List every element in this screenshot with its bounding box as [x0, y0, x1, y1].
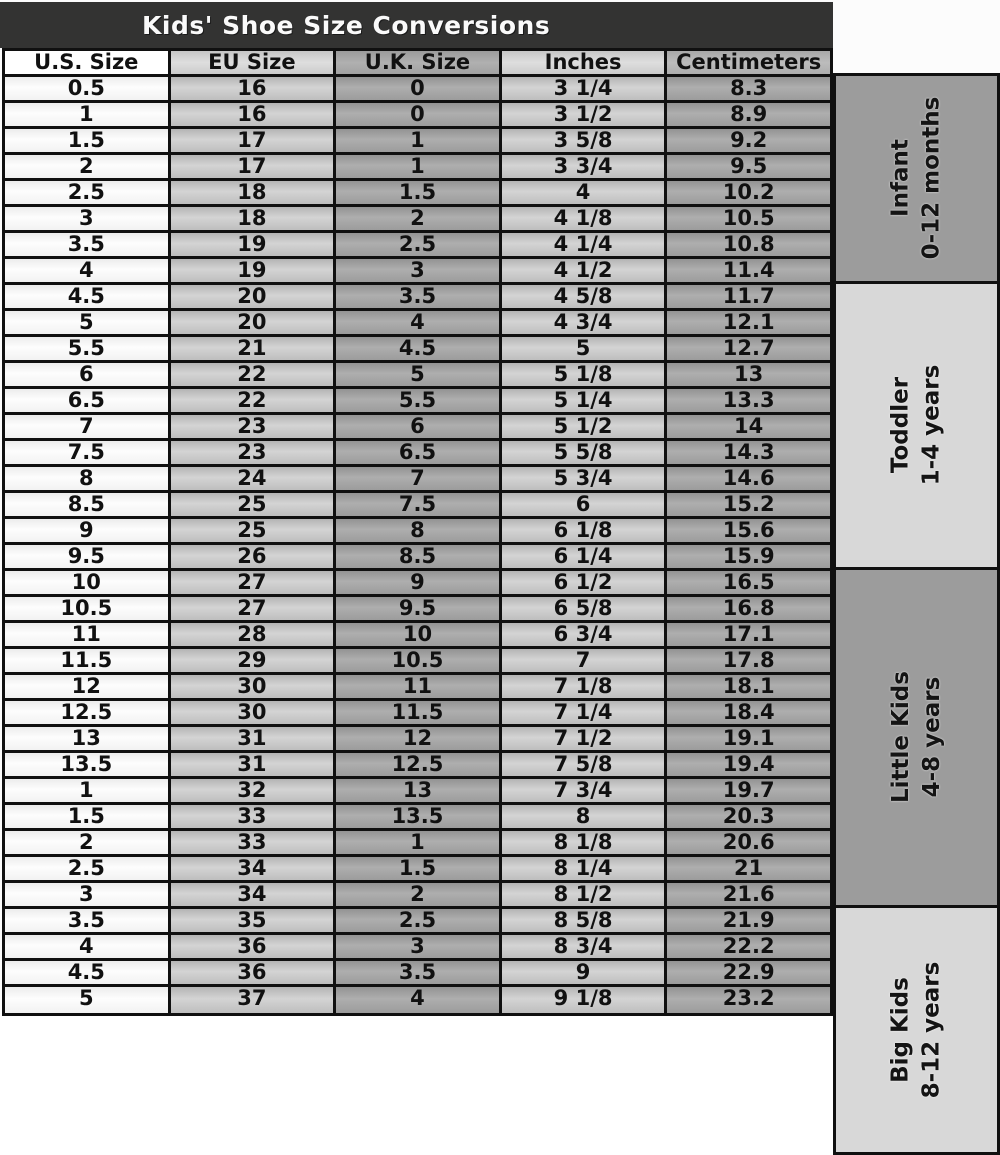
cell: 9 1/8 — [499, 987, 665, 1013]
cell: 7.5 — [333, 493, 499, 516]
cell: 8 — [499, 805, 665, 828]
age-group-big-kids — [833, 905, 1000, 1155]
cell: 15.2 — [664, 493, 830, 516]
cell: 19.4 — [664, 753, 830, 776]
table-header-row — [5, 51, 830, 77]
cell: 12.1 — [664, 311, 830, 334]
cell: 21 — [664, 857, 830, 880]
cell: 7 — [5, 415, 168, 438]
table-row — [5, 831, 830, 857]
cell: 7 — [333, 467, 499, 490]
cell: 23.2 — [664, 987, 830, 1013]
cell: 3 1/2 — [499, 103, 665, 126]
cell: 20 — [168, 285, 334, 308]
cell: 13.5 — [333, 805, 499, 828]
cell: 3 — [5, 207, 168, 230]
cell: 13 — [664, 363, 830, 386]
table-row — [5, 103, 830, 129]
age-group-little-kids — [833, 567, 1000, 908]
cell: 18.4 — [664, 701, 830, 724]
cell: 1 — [5, 103, 168, 126]
cell: 23 — [168, 441, 334, 464]
cell: 6 1/8 — [499, 519, 665, 542]
cell: 1 — [333, 831, 499, 854]
cell: 37 — [168, 987, 334, 1013]
table-row — [5, 571, 830, 597]
cell: 9 — [499, 961, 665, 984]
cell: 1 — [333, 129, 499, 152]
cell: 3.5 — [333, 285, 499, 308]
table-row — [5, 181, 830, 207]
table-row — [5, 77, 830, 103]
cell: 11.5 — [5, 649, 168, 672]
cell: 28 — [168, 623, 334, 646]
cell: 12 — [5, 675, 168, 698]
cell: 32 — [168, 779, 334, 802]
table-row — [5, 441, 830, 467]
cell: 4 1/2 — [499, 259, 665, 282]
cell: 8 3/4 — [499, 935, 665, 958]
cell: 4 5/8 — [499, 285, 665, 308]
cell: 30 — [168, 675, 334, 698]
cell: 1.5 — [333, 181, 499, 204]
cell: 8.5 — [333, 545, 499, 568]
cell: 7 1/2 — [499, 727, 665, 750]
cell: 8.5 — [5, 493, 168, 516]
column-header-us-size: U.S. Size — [5, 51, 168, 74]
column-header-inches: Inches — [499, 51, 665, 74]
cell: 6 — [333, 415, 499, 438]
cell: 17 — [168, 129, 334, 152]
table-row — [5, 701, 830, 727]
cell: 5.5 — [5, 337, 168, 360]
cell: 5.5 — [333, 389, 499, 412]
cell: 0 — [333, 103, 499, 126]
cell: 2 — [5, 831, 168, 854]
column-header-uk-size: U.K. Size — [333, 51, 499, 74]
cell: 8 1/8 — [499, 831, 665, 854]
table-body — [5, 77, 830, 1013]
cell: 1.5 — [333, 857, 499, 880]
cell: 17.1 — [664, 623, 830, 646]
table-row — [5, 285, 830, 311]
cell: 13.5 — [5, 753, 168, 776]
cell: 5 1/8 — [499, 363, 665, 386]
table-row — [5, 961, 830, 987]
cell: 3 1/4 — [499, 77, 665, 100]
cell: 2.5 — [333, 233, 499, 256]
cell: 3 3/4 — [499, 155, 665, 178]
cell: 8 1/2 — [499, 883, 665, 906]
cell: 10.2 — [664, 181, 830, 204]
age-group-infant-label: Infant 0-12 months — [887, 97, 945, 260]
cell: 5 — [5, 311, 168, 334]
cell: 3 — [5, 883, 168, 906]
cell: 3 — [333, 935, 499, 958]
cell: 1.5 — [5, 805, 168, 828]
cell: 3.5 — [5, 233, 168, 256]
cell: 25 — [168, 519, 334, 542]
cell: 35 — [168, 909, 334, 932]
cell: 9.5 — [333, 597, 499, 620]
cell: 22 — [168, 363, 334, 386]
cell: 4 — [499, 181, 665, 204]
cell: 1 — [333, 155, 499, 178]
cell: 2.5 — [5, 181, 168, 204]
cell: 12.7 — [664, 337, 830, 360]
cell: 31 — [168, 727, 334, 750]
cell: 15.9 — [664, 545, 830, 568]
cell: 10.8 — [664, 233, 830, 256]
cell: 1.5 — [5, 129, 168, 152]
cell: 11.4 — [664, 259, 830, 282]
cell: 10.5 — [333, 649, 499, 672]
cell: 4 — [333, 987, 499, 1013]
cell: 33 — [168, 805, 334, 828]
cell: 11.7 — [664, 285, 830, 308]
cell: 9.5 — [664, 155, 830, 178]
cell: 5 3/4 — [499, 467, 665, 490]
cell: 22.9 — [664, 961, 830, 984]
table-row — [5, 597, 830, 623]
table-row — [5, 909, 830, 935]
column-header-centimeters: Centimeters — [664, 51, 830, 74]
table-row — [5, 519, 830, 545]
cell: 5 — [5, 987, 168, 1013]
cell: 19.1 — [664, 727, 830, 750]
cell: 8.9 — [664, 103, 830, 126]
cell: 4 — [5, 935, 168, 958]
cell: 22.2 — [664, 935, 830, 958]
table-row — [5, 623, 830, 649]
cell: 25 — [168, 493, 334, 516]
table-row — [5, 207, 830, 233]
cell: 14.3 — [664, 441, 830, 464]
cell: 2 — [333, 207, 499, 230]
cell: 7 1/8 — [499, 675, 665, 698]
table-row — [5, 233, 830, 259]
column-header-eu-size: EU Size — [168, 51, 334, 74]
cell: 22 — [168, 389, 334, 412]
table-row — [5, 753, 830, 779]
cell: 6.5 — [333, 441, 499, 464]
table-row — [5, 259, 830, 285]
cell: 10.5 — [5, 597, 168, 620]
cell: 11 — [5, 623, 168, 646]
cell: 8 — [5, 467, 168, 490]
cell: 4 — [333, 311, 499, 334]
cell: 18 — [168, 181, 334, 204]
cell: 8 1/4 — [499, 857, 665, 880]
age-group-infant — [833, 73, 1000, 284]
title-bar — [0, 2, 833, 48]
cell: 2.5 — [5, 857, 168, 880]
table-row — [5, 883, 830, 909]
cell: 20.3 — [664, 805, 830, 828]
cell: 21.9 — [664, 909, 830, 932]
cell: 7 1/4 — [499, 701, 665, 724]
cell: 17.8 — [664, 649, 830, 672]
cell: 27 — [168, 571, 334, 594]
cell: 6 1/4 — [499, 545, 665, 568]
cell: 6 5/8 — [499, 597, 665, 620]
cell: 11 — [333, 675, 499, 698]
cell: 26 — [168, 545, 334, 568]
cell: 30 — [168, 701, 334, 724]
cell: 9.5 — [5, 545, 168, 568]
conversion-table — [2, 48, 833, 1016]
cell: 20 — [168, 311, 334, 334]
cell: 16.5 — [664, 571, 830, 594]
table-row — [5, 857, 830, 883]
cell: 2 — [5, 155, 168, 178]
cell: 6 1/2 — [499, 571, 665, 594]
cell: 2.5 — [333, 909, 499, 932]
cell: 0 — [333, 77, 499, 100]
cell: 11.5 — [333, 701, 499, 724]
table-row — [5, 675, 830, 701]
table-row — [5, 363, 830, 389]
cell: 20.6 — [664, 831, 830, 854]
cell: 12.5 — [333, 753, 499, 776]
cell: 19.7 — [664, 779, 830, 802]
cell: 6 — [499, 493, 665, 516]
cell: 5 5/8 — [499, 441, 665, 464]
cell: 7 — [499, 649, 665, 672]
cell: 7.5 — [5, 441, 168, 464]
age-group-big-kids-label: Big Kids 8-12 years — [887, 961, 945, 1099]
cell: 4 1/8 — [499, 207, 665, 230]
age-group-toddler — [833, 281, 1000, 570]
cell: 34 — [168, 857, 334, 880]
table-row — [5, 415, 830, 441]
cell: 4 3/4 — [499, 311, 665, 334]
chart-title: Kids' Shoe Size Conversions — [142, 10, 551, 40]
cell: 6.5 — [5, 389, 168, 412]
cell: 9 — [333, 571, 499, 594]
table-row — [5, 545, 830, 571]
table-row — [5, 649, 830, 675]
cell: 16.8 — [664, 597, 830, 620]
cell: 9 — [5, 519, 168, 542]
cell: 21.6 — [664, 883, 830, 906]
cell: 4 — [5, 259, 168, 282]
table-row — [5, 311, 830, 337]
cell: 8.3 — [664, 77, 830, 100]
cell: 31 — [168, 753, 334, 776]
cell: 13 — [5, 727, 168, 750]
table-row — [5, 805, 830, 831]
cell: 4.5 — [5, 285, 168, 308]
cell: 4.5 — [5, 961, 168, 984]
cell: 19 — [168, 233, 334, 256]
cell: 3 — [333, 259, 499, 282]
cell: 33 — [168, 831, 334, 854]
cell: 4.5 — [333, 337, 499, 360]
table-row — [5, 337, 830, 363]
cell: 34 — [168, 883, 334, 906]
cell: 16 — [168, 103, 334, 126]
cell: 15.6 — [664, 519, 830, 542]
cell: 7 3/4 — [499, 779, 665, 802]
cell: 5 1/2 — [499, 415, 665, 438]
cell: 6 — [5, 363, 168, 386]
cell: 12.5 — [5, 701, 168, 724]
age-group-little-kids-label: Little Kids 4-8 years — [887, 671, 945, 804]
cell: 10.5 — [664, 207, 830, 230]
cell: 16 — [168, 77, 334, 100]
cell: 3 5/8 — [499, 129, 665, 152]
table-row — [5, 493, 830, 519]
table-row — [5, 987, 830, 1013]
cell: 3.5 — [333, 961, 499, 984]
table-row — [5, 389, 830, 415]
cell: 21 — [168, 337, 334, 360]
cell: 5 1/4 — [499, 389, 665, 412]
cell: 18 — [168, 207, 334, 230]
cell: 14.6 — [664, 467, 830, 490]
cell: 23 — [168, 415, 334, 438]
cell: 0.5 — [5, 77, 168, 100]
cell: 18.1 — [664, 675, 830, 698]
cell: 5 — [333, 363, 499, 386]
cell: 2 — [333, 883, 499, 906]
cell: 13 — [333, 779, 499, 802]
cell: 5 — [499, 337, 665, 360]
cell: 8 5/8 — [499, 909, 665, 932]
table-row — [5, 129, 830, 155]
cell: 27 — [168, 597, 334, 620]
age-group-toddler-label: Toddler 1-4 years — [887, 365, 945, 486]
cell: 1 — [5, 779, 168, 802]
cell: 29 — [168, 649, 334, 672]
cell: 3.5 — [5, 909, 168, 932]
cell: 36 — [168, 961, 334, 984]
table-row — [5, 779, 830, 805]
table-row — [5, 467, 830, 493]
cell: 13.3 — [664, 389, 830, 412]
cell: 10 — [333, 623, 499, 646]
cell: 17 — [168, 155, 334, 178]
table-row — [5, 935, 830, 961]
cell: 9.2 — [664, 129, 830, 152]
cell: 10 — [5, 571, 168, 594]
cell: 7 5/8 — [499, 753, 665, 776]
cell: 24 — [168, 467, 334, 490]
cell: 8 — [333, 519, 499, 542]
table-row — [5, 727, 830, 753]
cell: 4 1/4 — [499, 233, 665, 256]
cell: 19 — [168, 259, 334, 282]
cell: 36 — [168, 935, 334, 958]
table-row — [5, 155, 830, 181]
cell: 6 3/4 — [499, 623, 665, 646]
cell: 14 — [664, 415, 830, 438]
cell: 12 — [333, 727, 499, 750]
